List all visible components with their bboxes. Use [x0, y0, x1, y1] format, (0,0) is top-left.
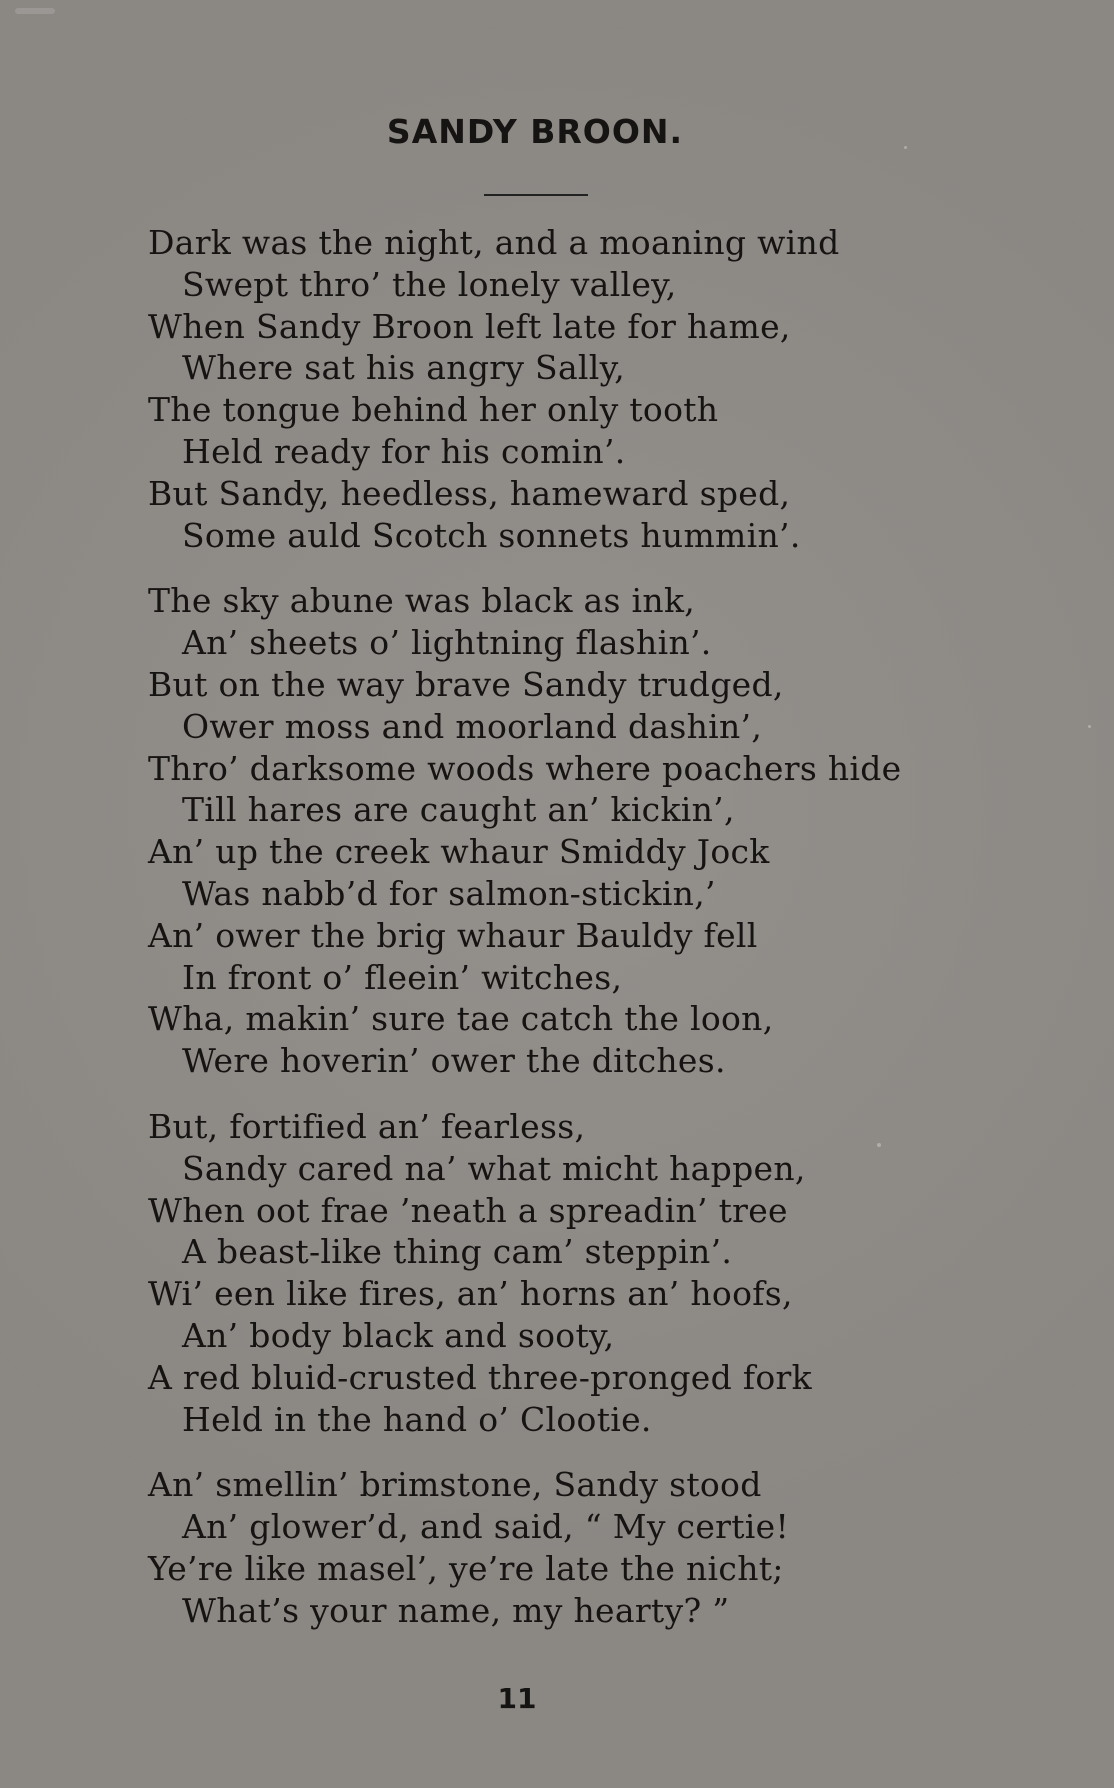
poem-body	[148, 222, 1048, 1656]
poem-line: When Sandy Broon left late for hame,	[148, 306, 791, 346]
page-number: 11	[497, 1682, 537, 1715]
poem-line: Some auld Scotch sonnets hummin’.	[182, 515, 801, 555]
poem-line: In front o’ fleein’ witches,	[182, 957, 623, 997]
paper-speck	[904, 146, 907, 149]
stanza-4	[148, 1464, 1048, 1631]
poem-line: An’ body black and sooty,	[182, 1315, 615, 1355]
poem-line: When oot frae ’neath a spreadin’ tree	[148, 1190, 788, 1230]
poem-line: Held in the hand o’ Clootie.	[182, 1399, 652, 1439]
poem-line: An’ ower the brig whaur Bauldy fell	[148, 915, 758, 955]
poem-line: Held ready for his comin’.	[182, 431, 626, 471]
stanza-2	[148, 580, 1048, 1082]
poem-line: An’ sheets o’ lightning flashin’.	[182, 623, 712, 663]
poem-line: Was nabb’d for salmon-stickin,’	[182, 873, 716, 913]
title-rule	[484, 194, 588, 196]
poem-line: Sandy cared na’ what micht happen,	[182, 1148, 806, 1188]
poem-line: Ower moss and moorland dashin’,	[182, 706, 763, 746]
poem-line: But, fortified an’ fearless,	[148, 1106, 586, 1146]
poem-line: An’ up the creek whaur Smiddy Jock	[148, 832, 770, 872]
stanza-1	[148, 222, 1048, 556]
paper-speck	[877, 1143, 881, 1147]
poem-line: Thro’ darksome woods where poachers hide	[148, 748, 902, 788]
poem-line: Ye’re like masel’, ye’re late the nicht;	[148, 1548, 784, 1588]
poem-line: An’ smellin’ brimstone, Sandy stood	[148, 1465, 762, 1505]
poem-line: The sky abune was black as ink,	[148, 581, 696, 621]
poem-line: A beast-like thing cam’ steppin’.	[182, 1232, 733, 1272]
poem-line: But Sandy, heedless, hameward sped,	[148, 473, 791, 513]
poem-line: Wha, makin’ sure tae catch the loon,	[148, 999, 774, 1039]
poem-line: Till hares are caught an’ kickin’,	[182, 790, 735, 830]
poem-title: SANDY BROON.	[386, 112, 684, 151]
poem-line: Were hoverin’ ower the ditches.	[182, 1041, 726, 1081]
poem-line: The tongue behind her only tooth	[148, 390, 719, 430]
poem-line: Where sat his angry Sally,	[182, 348, 625, 388]
poem-line: Swept thro’ the lonely valley,	[182, 264, 677, 304]
poem-line: Wi’ een like fires, an’ horns an’ hoofs,	[148, 1274, 793, 1314]
paper-speck	[15, 8, 55, 14]
poem-line: Dark was the night, and a moaning wind	[148, 223, 840, 262]
stanza-3	[148, 1106, 1048, 1440]
poem-line: An’ glower’d, and said, “ My certie!	[182, 1507, 790, 1547]
poem-line: But on the way brave Sandy trudged,	[148, 664, 784, 704]
poem-line: What’s your name, my hearty? ”	[182, 1590, 730, 1630]
poem-line: A red bluid-crusted three-pronged fork	[148, 1357, 812, 1397]
paper-speck	[1088, 725, 1091, 728]
